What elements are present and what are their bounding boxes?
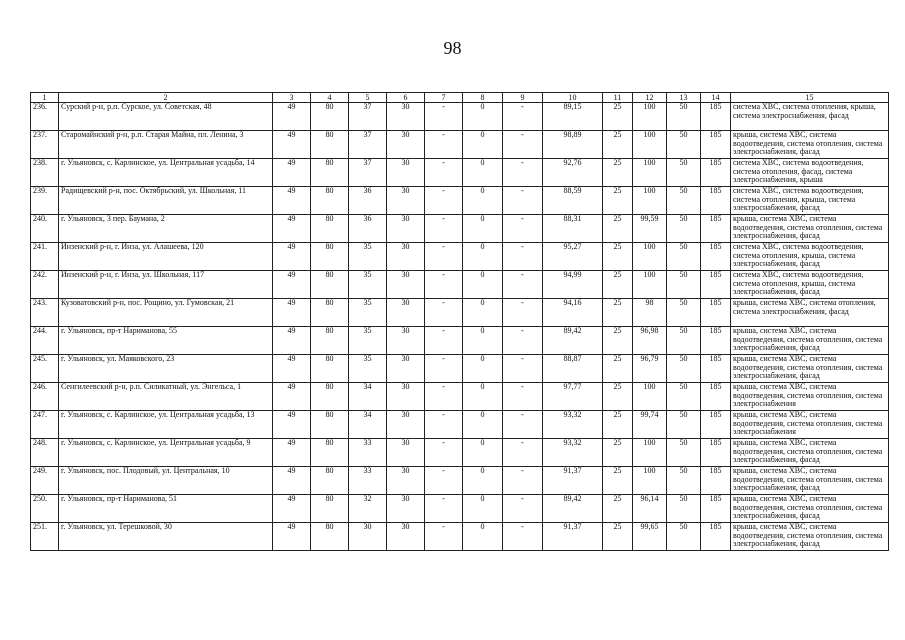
cell-c14: 185 bbox=[701, 523, 731, 551]
cell-c7: - bbox=[425, 439, 463, 467]
cell-works: крыша, система ХВС, система водоотведения, система отопления, система электроснабжения, фасад bbox=[731, 327, 889, 355]
cell-n: 246. bbox=[31, 383, 59, 411]
cell-c3: 49 bbox=[273, 383, 311, 411]
cell-c7: - bbox=[425, 411, 463, 439]
cell-c11: 25 bbox=[603, 131, 633, 159]
cell-works: система ХВС, система отопления, крыша, система электроснабжения, фасад bbox=[731, 103, 889, 131]
cell-c7: - bbox=[425, 495, 463, 523]
cell-c8: 0 bbox=[463, 215, 503, 243]
cell-c10: 88,87 bbox=[543, 355, 603, 383]
cell-c11: 25 bbox=[603, 299, 633, 327]
cell-c4: 80 bbox=[311, 327, 349, 355]
cell-c6: 30 bbox=[387, 187, 425, 215]
table-row bbox=[31, 103, 889, 131]
cell-n: 236. bbox=[31, 103, 59, 131]
cell-c11: 25 bbox=[603, 243, 633, 271]
cell-c5: 35 bbox=[349, 327, 387, 355]
cell-c10: 89,42 bbox=[543, 495, 603, 523]
column-header: 7 bbox=[425, 93, 463, 103]
cell-c4: 80 bbox=[311, 131, 349, 159]
cell-c13: 50 bbox=[667, 327, 701, 355]
column-header: 10 bbox=[543, 93, 603, 103]
cell-c12: 100 bbox=[633, 383, 667, 411]
cell-c10: 88,59 bbox=[543, 187, 603, 215]
cell-c9: - bbox=[503, 243, 543, 271]
cell-c10: 89,42 bbox=[543, 327, 603, 355]
cell-c13: 50 bbox=[667, 299, 701, 327]
cell-c11: 25 bbox=[603, 411, 633, 439]
cell-n: 248. bbox=[31, 439, 59, 467]
cell-works: крыша, система ХВС, система водоотведения, система отопления, система электроснабжения bbox=[731, 383, 889, 411]
table-row bbox=[31, 271, 889, 299]
cell-c12: 100 bbox=[633, 187, 667, 215]
cell-works: крыша, система ХВС, система водоотведения, система отопления, система электроснабжения bbox=[731, 411, 889, 439]
cell-c9: - bbox=[503, 271, 543, 299]
cell-c10: 91,37 bbox=[543, 467, 603, 495]
cell-c5: 32 bbox=[349, 495, 387, 523]
cell-c7: - bbox=[425, 467, 463, 495]
cell-c3: 49 bbox=[273, 467, 311, 495]
cell-c11: 25 bbox=[603, 187, 633, 215]
column-header: 1 bbox=[31, 93, 59, 103]
register-table bbox=[30, 92, 889, 551]
cell-c5: 35 bbox=[349, 243, 387, 271]
column-header: 11 bbox=[603, 93, 633, 103]
cell-addr: Кузоватовский р-н, пос. Рощино, ул. Гумовская, 21 bbox=[59, 299, 273, 327]
cell-c7: - bbox=[425, 355, 463, 383]
cell-c9: - bbox=[503, 411, 543, 439]
cell-c10: 93,32 bbox=[543, 411, 603, 439]
table-body bbox=[31, 103, 889, 551]
table-row bbox=[31, 299, 889, 327]
cell-addr: г. Ульяновск, 3 пер. Баумана, 2 bbox=[59, 215, 273, 243]
column-header: 14 bbox=[701, 93, 731, 103]
cell-c12: 100 bbox=[633, 467, 667, 495]
cell-c5: 34 bbox=[349, 383, 387, 411]
cell-addr: Сенгилеевский р-н, р.п. Силикатный, ул. Энгельса, 1 bbox=[59, 383, 273, 411]
cell-c9: - bbox=[503, 523, 543, 551]
cell-c8: 0 bbox=[463, 355, 503, 383]
cell-addr: Старомайнский р-н, р.п. Старая Майна, пл. Ленина, 3 bbox=[59, 131, 273, 159]
table-row bbox=[31, 439, 889, 467]
cell-c7: - bbox=[425, 271, 463, 299]
cell-works: система ХВС, система водоотведения, система отопления, крыша, система электроснабжения, фасад bbox=[731, 243, 889, 271]
cell-c11: 25 bbox=[603, 383, 633, 411]
cell-c14: 185 bbox=[701, 243, 731, 271]
cell-n: 250. bbox=[31, 495, 59, 523]
cell-c12: 96,98 bbox=[633, 327, 667, 355]
table-row bbox=[31, 243, 889, 271]
cell-c8: 0 bbox=[463, 243, 503, 271]
cell-c8: 0 bbox=[463, 495, 503, 523]
cell-c8: 0 bbox=[463, 327, 503, 355]
cell-c5: 37 bbox=[349, 103, 387, 131]
cell-c9: - bbox=[503, 439, 543, 467]
cell-c7: - bbox=[425, 299, 463, 327]
cell-c4: 80 bbox=[311, 271, 349, 299]
cell-c7: - bbox=[425, 103, 463, 131]
cell-works: крыша, система ХВС, система водоотведения, система отопления, система электроснабжения, фасад bbox=[731, 523, 889, 551]
cell-c8: 0 bbox=[463, 523, 503, 551]
cell-c10: 94,16 bbox=[543, 299, 603, 327]
cell-c8: 0 bbox=[463, 103, 503, 131]
cell-works: крыша, система ХВС, система водоотведения, система отопления, система электроснабжения, фасад bbox=[731, 467, 889, 495]
column-header: 3 bbox=[273, 93, 311, 103]
cell-c13: 50 bbox=[667, 439, 701, 467]
cell-c6: 30 bbox=[387, 243, 425, 271]
cell-c6: 30 bbox=[387, 439, 425, 467]
table-row bbox=[31, 159, 889, 187]
cell-c6: 30 bbox=[387, 159, 425, 187]
column-header: 8 bbox=[463, 93, 503, 103]
cell-works: крыша, система ХВС, система водоотведения, система отопления, система электроснабжения, фасад bbox=[731, 439, 889, 467]
cell-c14: 185 bbox=[701, 355, 731, 383]
cell-c10: 91,37 bbox=[543, 523, 603, 551]
cell-c14: 185 bbox=[701, 299, 731, 327]
cell-n: 245. bbox=[31, 355, 59, 383]
column-header: 9 bbox=[503, 93, 543, 103]
cell-c6: 30 bbox=[387, 495, 425, 523]
cell-c10: 89,15 bbox=[543, 103, 603, 131]
cell-c8: 0 bbox=[463, 383, 503, 411]
cell-c13: 50 bbox=[667, 159, 701, 187]
cell-c9: - bbox=[503, 187, 543, 215]
cell-c10: 92,76 bbox=[543, 159, 603, 187]
cell-c11: 25 bbox=[603, 467, 633, 495]
cell-c11: 25 bbox=[603, 271, 633, 299]
cell-addr: г. Ульяновск, пос. Плодовый, ул. Центральная, 10 bbox=[59, 467, 273, 495]
cell-c6: 30 bbox=[387, 103, 425, 131]
cell-c4: 80 bbox=[311, 467, 349, 495]
cell-c9: - bbox=[503, 327, 543, 355]
cell-c11: 25 bbox=[603, 523, 633, 551]
cell-c12: 96,14 bbox=[633, 495, 667, 523]
cell-n: 247. bbox=[31, 411, 59, 439]
cell-c9: - bbox=[503, 467, 543, 495]
cell-c13: 50 bbox=[667, 271, 701, 299]
cell-addr: Инзенский р-н, г. Инза, ул. Алашеева, 120 bbox=[59, 243, 273, 271]
cell-c5: 34 bbox=[349, 411, 387, 439]
cell-c13: 50 bbox=[667, 523, 701, 551]
cell-c14: 185 bbox=[701, 131, 731, 159]
cell-c13: 50 bbox=[667, 243, 701, 271]
cell-c13: 50 bbox=[667, 495, 701, 523]
cell-c14: 185 bbox=[701, 383, 731, 411]
cell-c7: - bbox=[425, 327, 463, 355]
cell-c13: 50 bbox=[667, 467, 701, 495]
cell-c4: 80 bbox=[311, 103, 349, 131]
cell-c13: 50 bbox=[667, 131, 701, 159]
header-row bbox=[31, 93, 889, 103]
cell-c11: 25 bbox=[603, 439, 633, 467]
cell-c14: 185 bbox=[701, 215, 731, 243]
cell-c10: 98,89 bbox=[543, 131, 603, 159]
cell-c3: 49 bbox=[273, 159, 311, 187]
column-header: 6 bbox=[387, 93, 425, 103]
cell-c5: 33 bbox=[349, 439, 387, 467]
cell-c14: 185 bbox=[701, 467, 731, 495]
cell-c11: 25 bbox=[603, 495, 633, 523]
cell-c5: 33 bbox=[349, 467, 387, 495]
cell-c4: 80 bbox=[311, 523, 349, 551]
column-header: 12 bbox=[633, 93, 667, 103]
cell-c10: 93,32 bbox=[543, 439, 603, 467]
cell-c6: 30 bbox=[387, 355, 425, 383]
cell-n: 242. bbox=[31, 271, 59, 299]
column-header: 4 bbox=[311, 93, 349, 103]
cell-c10: 95,27 bbox=[543, 243, 603, 271]
cell-works: крыша, система ХВС, система отопления, система электроснабжения, фасад bbox=[731, 299, 889, 327]
table-row bbox=[31, 523, 889, 551]
cell-c6: 30 bbox=[387, 131, 425, 159]
cell-c3: 49 bbox=[273, 243, 311, 271]
cell-addr: г. Ульяновск, с. Карлинское, ул. Центральная усадьба, 9 bbox=[59, 439, 273, 467]
cell-c9: - bbox=[503, 215, 543, 243]
cell-n: 243. bbox=[31, 299, 59, 327]
cell-c8: 0 bbox=[463, 439, 503, 467]
cell-c12: 99,65 bbox=[633, 523, 667, 551]
cell-c7: - bbox=[425, 187, 463, 215]
cell-c3: 49 bbox=[273, 215, 311, 243]
cell-c14: 185 bbox=[701, 159, 731, 187]
cell-addr: г. Ульяновск, с. Карлинское, ул. Центральная усадьба, 13 bbox=[59, 411, 273, 439]
cell-c8: 0 bbox=[463, 299, 503, 327]
cell-c11: 25 bbox=[603, 159, 633, 187]
cell-c4: 80 bbox=[311, 243, 349, 271]
cell-c13: 50 bbox=[667, 187, 701, 215]
cell-c5: 30 bbox=[349, 523, 387, 551]
cell-c8: 0 bbox=[463, 411, 503, 439]
cell-c9: - bbox=[503, 159, 543, 187]
cell-c14: 185 bbox=[701, 103, 731, 131]
cell-c14: 185 bbox=[701, 411, 731, 439]
cell-c11: 25 bbox=[603, 215, 633, 243]
cell-c12: 100 bbox=[633, 131, 667, 159]
cell-c8: 0 bbox=[463, 159, 503, 187]
cell-c5: 37 bbox=[349, 131, 387, 159]
cell-c9: - bbox=[503, 131, 543, 159]
column-header: 15 bbox=[731, 93, 889, 103]
cell-works: крыша, система ХВС, система водоотведения, система отопления, система электроснабжения, фасад bbox=[731, 215, 889, 243]
cell-c13: 50 bbox=[667, 411, 701, 439]
cell-n: 241. bbox=[31, 243, 59, 271]
cell-c6: 30 bbox=[387, 467, 425, 495]
cell-c9: - bbox=[503, 383, 543, 411]
cell-c6: 30 bbox=[387, 215, 425, 243]
cell-n: 244. bbox=[31, 327, 59, 355]
cell-works: система ХВС, система водоотведения, система отопления, фасад, система электроснабжения, крыша bbox=[731, 159, 889, 187]
cell-c3: 49 bbox=[273, 299, 311, 327]
cell-n: 251. bbox=[31, 523, 59, 551]
cell-works: крыша, система ХВС, система водоотведения, система отопления, система электроснабжения, фасад bbox=[731, 495, 889, 523]
cell-c5: 36 bbox=[349, 187, 387, 215]
table-row bbox=[31, 215, 889, 243]
cell-c10: 97,77 bbox=[543, 383, 603, 411]
cell-c7: - bbox=[425, 383, 463, 411]
cell-c13: 50 bbox=[667, 215, 701, 243]
cell-c6: 30 bbox=[387, 327, 425, 355]
cell-addr: г. Ульяновск, пр-т Нариманова, 55 bbox=[59, 327, 273, 355]
column-header: 13 bbox=[667, 93, 701, 103]
cell-c8: 0 bbox=[463, 467, 503, 495]
cell-c9: - bbox=[503, 355, 543, 383]
cell-c12: 100 bbox=[633, 439, 667, 467]
cell-c3: 49 bbox=[273, 271, 311, 299]
cell-addr: г. Ульяновск, ул. Маяковского, 23 bbox=[59, 355, 273, 383]
cell-works: система ХВС, система водоотведения, система отопления, крыша, система электроснабжения, фасад bbox=[731, 187, 889, 215]
cell-c6: 30 bbox=[387, 523, 425, 551]
cell-c13: 50 bbox=[667, 103, 701, 131]
cell-c4: 80 bbox=[311, 383, 349, 411]
cell-c9: - bbox=[503, 495, 543, 523]
cell-c14: 185 bbox=[701, 187, 731, 215]
cell-c13: 50 bbox=[667, 355, 701, 383]
cell-c12: 100 bbox=[633, 271, 667, 299]
table-row bbox=[31, 495, 889, 523]
cell-c5: 36 bbox=[349, 215, 387, 243]
cell-n: 239. bbox=[31, 187, 59, 215]
cell-c6: 30 bbox=[387, 271, 425, 299]
cell-c7: - bbox=[425, 159, 463, 187]
cell-c9: - bbox=[503, 299, 543, 327]
cell-c4: 80 bbox=[311, 159, 349, 187]
cell-works: крыша, система ХВС, система водоотведения, система отопления, система электроснабжения, фасад bbox=[731, 131, 889, 159]
cell-c11: 25 bbox=[603, 327, 633, 355]
cell-c3: 49 bbox=[273, 411, 311, 439]
cell-c7: - bbox=[425, 131, 463, 159]
cell-c6: 30 bbox=[387, 383, 425, 411]
cell-c5: 35 bbox=[349, 271, 387, 299]
cell-c3: 49 bbox=[273, 439, 311, 467]
cell-c5: 37 bbox=[349, 159, 387, 187]
cell-c4: 80 bbox=[311, 411, 349, 439]
cell-c14: 185 bbox=[701, 271, 731, 299]
cell-c7: - bbox=[425, 523, 463, 551]
cell-c4: 80 bbox=[311, 187, 349, 215]
cell-c7: - bbox=[425, 243, 463, 271]
cell-c11: 25 bbox=[603, 355, 633, 383]
cell-addr: г. Ульяновск, ул. Терешковой, 30 bbox=[59, 523, 273, 551]
cell-c4: 80 bbox=[311, 439, 349, 467]
cell-c4: 80 bbox=[311, 495, 349, 523]
table-row bbox=[31, 131, 889, 159]
cell-addr: г. Ульяновск, с. Карлинское, ул. Центральная усадьба, 14 bbox=[59, 159, 273, 187]
cell-n: 240. bbox=[31, 215, 59, 243]
table-row bbox=[31, 467, 889, 495]
cell-c7: - bbox=[425, 215, 463, 243]
cell-n: 249. bbox=[31, 467, 59, 495]
cell-c12: 100 bbox=[633, 243, 667, 271]
cell-c12: 99,59 bbox=[633, 215, 667, 243]
cell-c10: 94,99 bbox=[543, 271, 603, 299]
cell-c8: 0 bbox=[463, 131, 503, 159]
cell-c3: 49 bbox=[273, 103, 311, 131]
cell-c12: 99,74 bbox=[633, 411, 667, 439]
cell-c12: 96,79 bbox=[633, 355, 667, 383]
cell-c3: 49 bbox=[273, 523, 311, 551]
cell-c14: 185 bbox=[701, 327, 731, 355]
table-row bbox=[31, 327, 889, 355]
cell-c6: 30 bbox=[387, 411, 425, 439]
cell-c14: 185 bbox=[701, 439, 731, 467]
cell-c4: 80 bbox=[311, 299, 349, 327]
cell-c11: 25 bbox=[603, 103, 633, 131]
cell-c9: - bbox=[503, 103, 543, 131]
cell-c8: 0 bbox=[463, 187, 503, 215]
table-row bbox=[31, 383, 889, 411]
cell-c4: 80 bbox=[311, 215, 349, 243]
cell-c3: 49 bbox=[273, 327, 311, 355]
cell-c4: 80 bbox=[311, 355, 349, 383]
cell-c13: 50 bbox=[667, 383, 701, 411]
cell-c12: 100 bbox=[633, 103, 667, 131]
cell-works: система ХВС, система водоотведения, система отопления, крыша, система электроснабжения, фасад bbox=[731, 271, 889, 299]
cell-n: 238. bbox=[31, 159, 59, 187]
cell-c5: 35 bbox=[349, 299, 387, 327]
cell-c8: 0 bbox=[463, 271, 503, 299]
cell-c14: 185 bbox=[701, 495, 731, 523]
cell-c3: 49 bbox=[273, 355, 311, 383]
table-row bbox=[31, 187, 889, 215]
table-row bbox=[31, 355, 889, 383]
cell-c3: 49 bbox=[273, 495, 311, 523]
cell-c6: 30 bbox=[387, 299, 425, 327]
column-header: 2 bbox=[59, 93, 273, 103]
cell-c5: 35 bbox=[349, 355, 387, 383]
column-header: 5 bbox=[349, 93, 387, 103]
cell-c10: 88,31 bbox=[543, 215, 603, 243]
table-row bbox=[31, 411, 889, 439]
cell-addr: Радищевский р-н, пос. Октябрьский, ул. Школьная, 11 bbox=[59, 187, 273, 215]
cell-n: 237. bbox=[31, 131, 59, 159]
cell-addr: Инзенский р-н, г. Инза, ул. Школьная, 117 bbox=[59, 271, 273, 299]
cell-c3: 49 bbox=[273, 187, 311, 215]
cell-addr: г. Ульяновск, пр-т Нариманова, 51 bbox=[59, 495, 273, 523]
cell-c3: 49 bbox=[273, 131, 311, 159]
cell-works: крыша, система ХВС, система водоотведения, система отопления, система электроснабжения, фасад bbox=[731, 355, 889, 383]
cell-c12: 98 bbox=[633, 299, 667, 327]
page-number: 98 bbox=[443, 38, 462, 58]
cell-addr: Сурский р-н, р.п. Сурское, ул. Советская, 48 bbox=[59, 103, 273, 131]
cell-c12: 100 bbox=[633, 159, 667, 187]
